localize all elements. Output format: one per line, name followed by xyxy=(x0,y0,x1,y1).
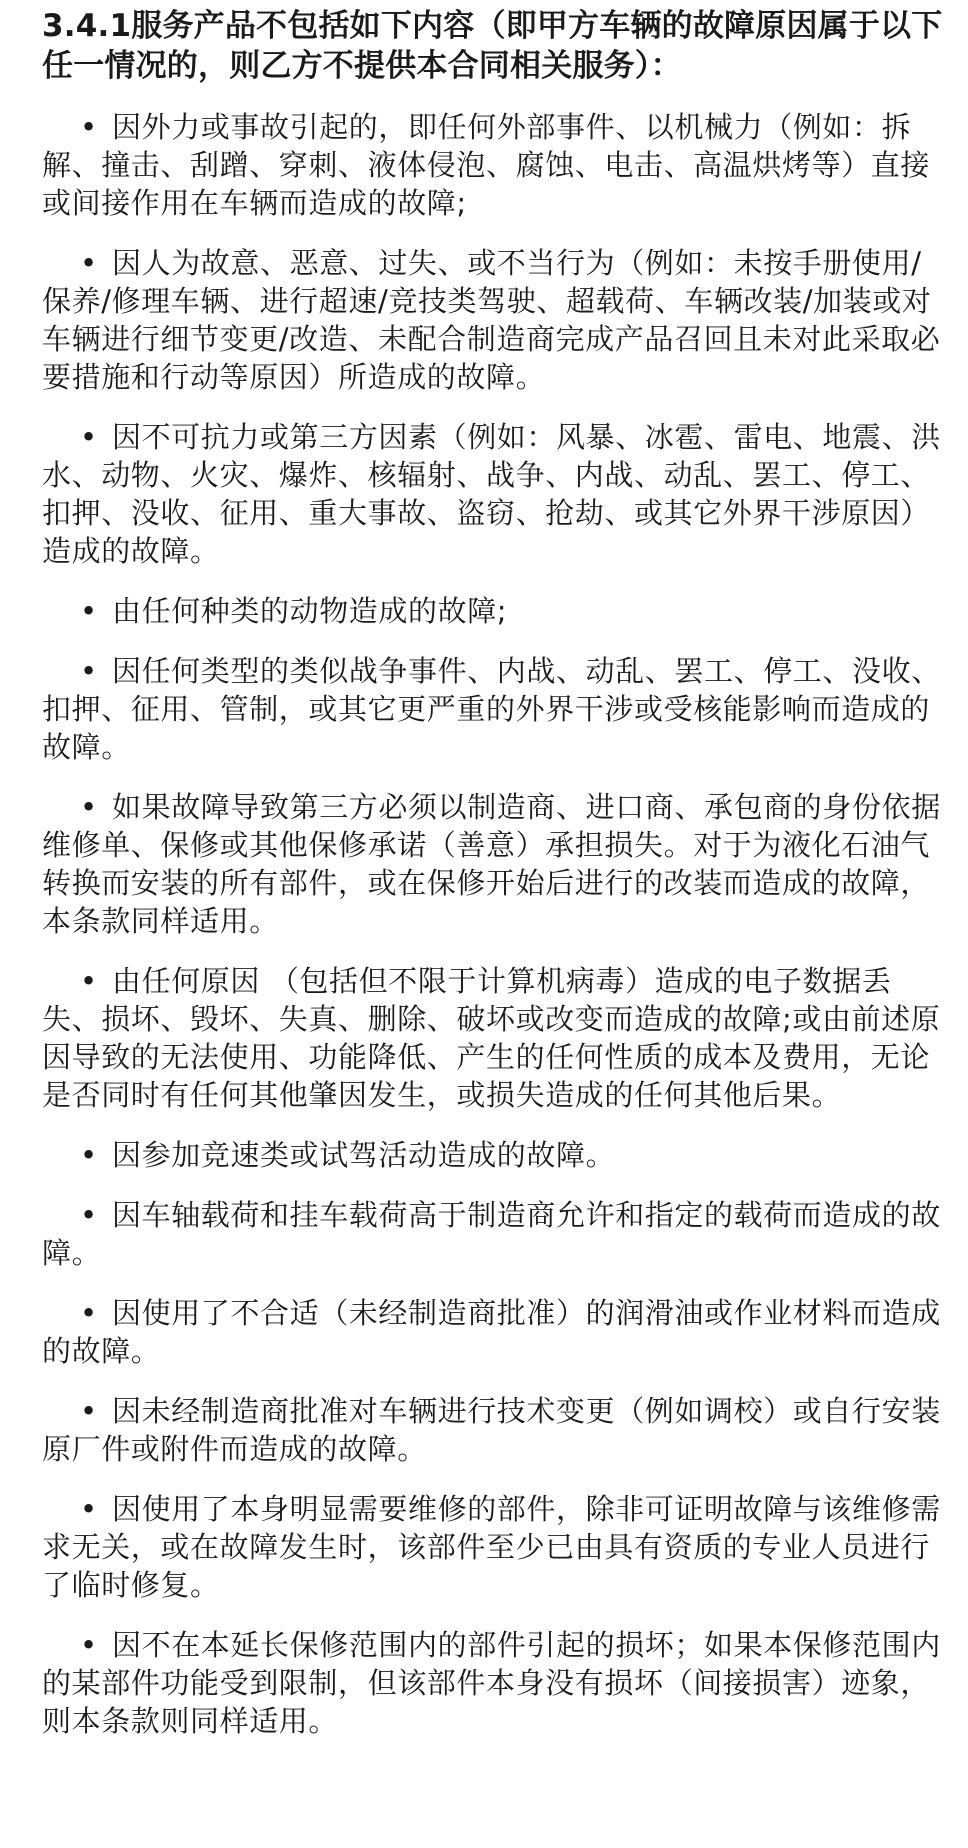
bullet: • xyxy=(80,964,98,998)
list-item xyxy=(42,788,944,940)
bullet: • xyxy=(80,420,98,454)
list-item xyxy=(42,1626,944,1740)
list-item xyxy=(42,652,944,766)
bullet: • xyxy=(80,654,98,688)
list-item xyxy=(42,1392,944,1468)
item-text: 因不可抗力或第三方因素（例如：风暴、冰雹、雷电、地震、洪水、动物、火灾、爆炸、核辐射、战争、内战、动乱、罢工、停工、扣押、没收、征用、重大事故、盗窃、抢劫、或其它外界干涉原因）造成的故障。 xyxy=(42,420,941,568)
list-item xyxy=(42,418,944,570)
item-text: 由任何种类的动物造成的故障; xyxy=(112,594,508,628)
bullet: • xyxy=(80,1394,98,1428)
bullet: • xyxy=(80,1296,98,1330)
item-text: 因未经制造商批准对车辆进行技术变更（例如调校）或自行安装原厂件或附件而造成的故障。 xyxy=(42,1394,941,1466)
list-item xyxy=(42,1490,944,1604)
list-item xyxy=(42,1294,944,1370)
list-item xyxy=(42,1196,944,1272)
bullet: • xyxy=(80,1492,98,1526)
item-text: 如果故障导致第三方必须以制造商、进口商、承包商的身份依据维修单、保修或其他保修承诺（善意）承担损失。对于为液化石油气转换而安装的所有部件，或在保修开始后进行的改装而造成的故障，本条款同样适用。 xyxy=(42,790,941,938)
item-text: 因参加竞速类或试驾活动造成的故障。 xyxy=(112,1138,616,1172)
item-text: 因使用了不合适（未经制造商批准）的润滑油或作业材料而造成的故障。 xyxy=(42,1296,941,1368)
item-text: 因使用了本身明显需要维修的部件，除非可证明故障与该维修需求无关，或在故障发生时，该部件至少已由具有资质的专业人员进行了临时修复。 xyxy=(42,1492,941,1602)
bullet: • xyxy=(80,594,98,628)
list-item xyxy=(42,244,944,396)
bullet: • xyxy=(80,110,98,144)
item-text: 因车轴载荷和挂车载荷高于制造商允许和指定的载荷而造成的故障。 xyxy=(42,1198,941,1270)
list-item xyxy=(42,592,944,630)
bullet: • xyxy=(80,1138,98,1172)
list-item xyxy=(42,1136,944,1174)
bullet: • xyxy=(80,1198,98,1232)
item-text: 因任何类型的类似战争事件、内战、动乱、罢工、停工、没收、扣押、征用、管制，或其它更严重的外界干涉或受核能影响而造成的故障。 xyxy=(42,654,941,764)
item-text: 因人为故意、恶意、过失、或不当行为（例如：未按手册使用/保养/修理车辆、进行超速/竞技类驾驶、超载荷、车辆改装/加装或对车辆进行细节变更/改造、未配合制造商完成产品召回且未对此采取必要措施和行动等原因）所造成的故障。 xyxy=(42,246,941,394)
bullet: • xyxy=(80,246,98,280)
section-heading: 3.4.1服务产品不包括如下内容（即甲方车辆的故障原因属于以下任一情况的，则乙方不提供本合同相关服务）： xyxy=(42,8,943,84)
bullet: • xyxy=(80,1628,98,1662)
bullet: • xyxy=(80,790,98,824)
list-item xyxy=(42,962,944,1114)
item-text: 由任何原因 （包括但不限于计算机病毒）造成的电子数据丢失、损坏、毁坏、失真、删除、破坏或改变而造成的故障;或由前述原因导致的无法使用、功能降低、产生的任何性质的成本及费用，无论是否同时有任何其他肇因发生，或损失造成的任何其他后果。 xyxy=(42,964,941,1112)
item-text: 因外力或事故引起的，即任何外部事件、以机械力（例如：拆解、撞击、刮蹭、穿刺、液体侵泡、腐蚀、电击、高温烘烤等）直接或间接作用在车辆而造成的故障; xyxy=(42,110,931,220)
list-item xyxy=(42,108,944,222)
item-text: 因不在本延长保修范围内的部件引起的损坏；如果本保修范围内的某部件功能受到限制，但该部件本身没有损坏（间接损害）迹象，则本条款则同样适用。 xyxy=(42,1628,941,1738)
